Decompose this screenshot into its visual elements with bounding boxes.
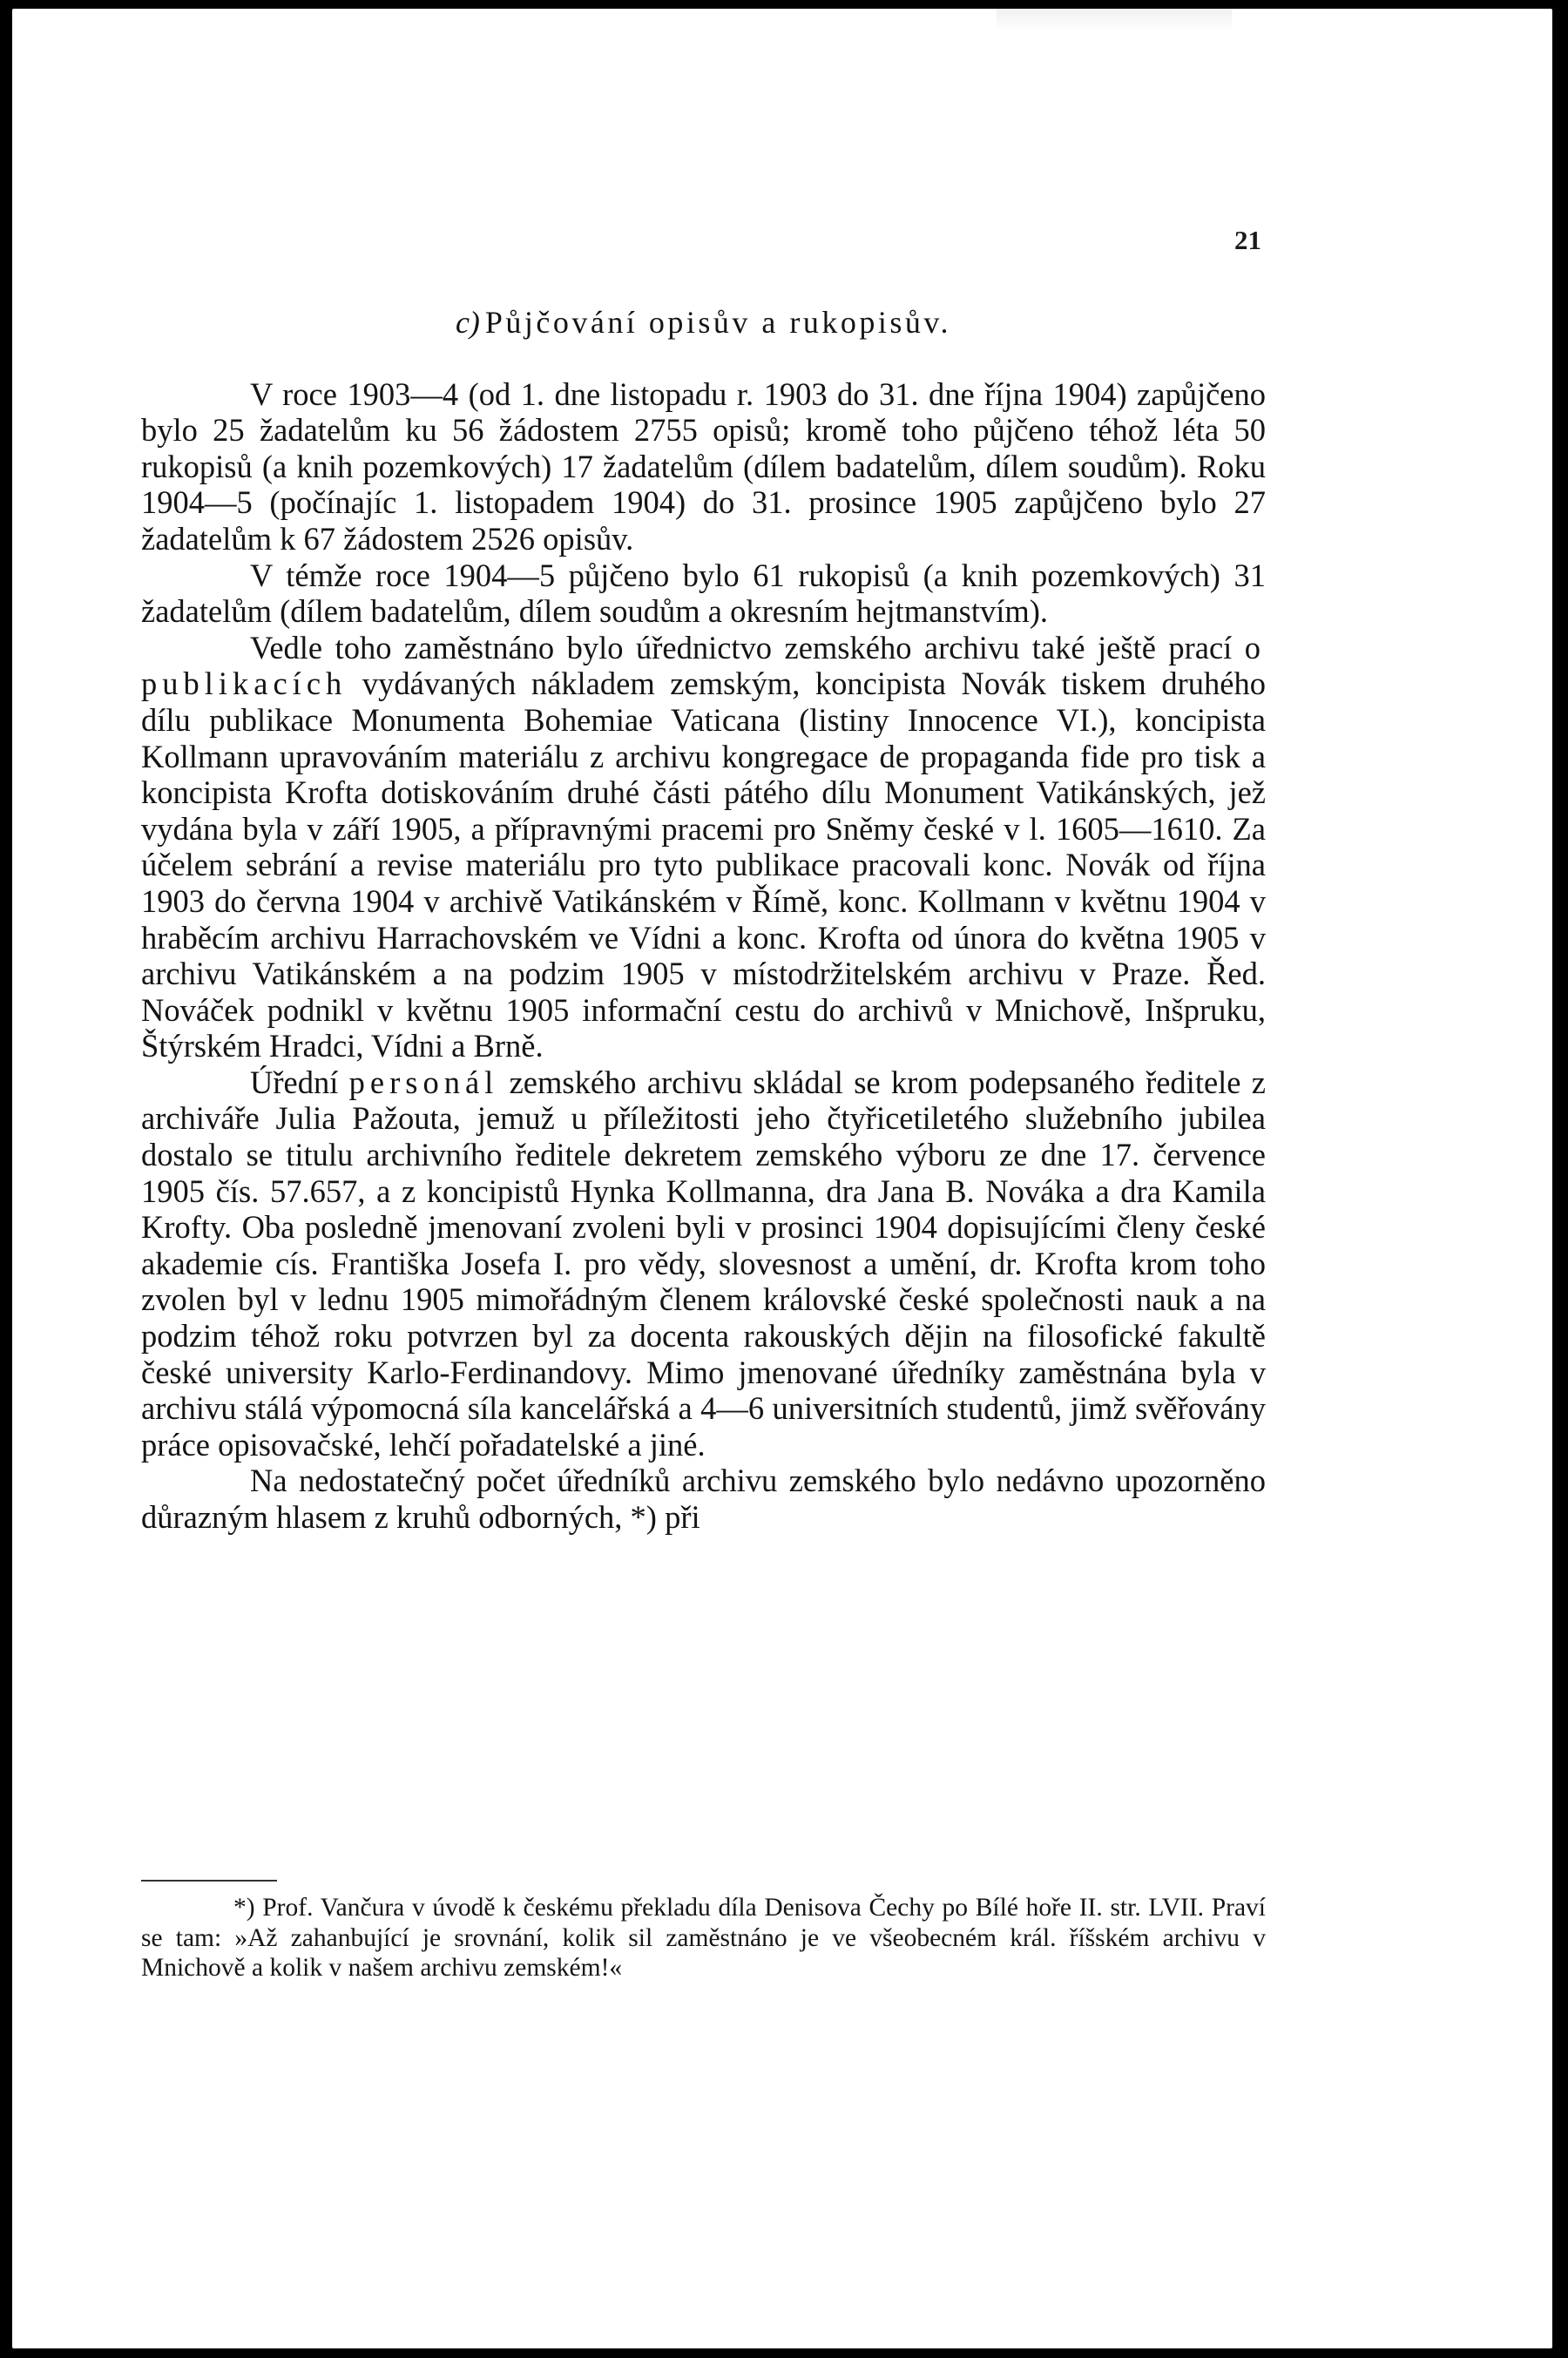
paragraph-personnel [141, 1064, 1266, 1463]
footnote-divider [141, 1880, 277, 1882]
main-text [141, 305, 1266, 1536]
paragraph-publications [141, 630, 1266, 1064]
footnote: *) Prof. Vančura v úvodě k českému překladu díla Denisova Čechy po Bílé hoře II. str. LVII. Praví se tam: »Až zahanbující je srovnání, kolik sil zaměstnáno je ve všeobecném král. říšském archivu v Mnichově a kolik v našem archivu zemském!« [141, 1894, 1266, 1982]
page-number: 21 [1234, 225, 1261, 255]
section-heading [141, 305, 1266, 341]
paragraph-personnel-start: Úřední [250, 1064, 349, 1100]
spaced-term-publications: o publikacích [141, 629, 1266, 702]
section-title: Půjčování opisův a rukopisův. [484, 305, 952, 340]
paragraph-publications-rest: vydávaných nákladem zemským, koncipista Novák tiskem druhého dílu publikace Monumenta Bohemiae Vaticana (listiny Innocence VI.), koncipista Kollmann upravováním materiálu z archivu kongregace de propaganda fide pro tisk a koncipista Krofta dotiskováním druhé části pátého dílu Monument Vatikánských, jež vydána byla v září 1905, a přípravnými pracemi pro Sněmy české v l. 1605—1610. Za účelem sebrání a revise materiálu pro tyto publikace pracovali konc. Novák od října 1903 do června 1904 v archivě Vatikánském v Římě, konc. Kollmann v květnu 1904 v hraběcím archivu Harrachovském ve Vídni a konc. Krofta od února do května 1905 v archivu Vatikánském a na podzim 1905 v místodržitelském archivu v Praze. Řed. Nováček podnikl v květnu 1905 informační cestu do archivů v Mnichově, Inšpruku, Štýrském Hradci, Vídni a Brně. [141, 666, 1266, 1064]
spaced-term-personnel: personál [348, 1064, 499, 1100]
paragraph-personnel-rest: zemského archivu skládal se krom podepsaného ředitele z archiváře Julia Pažouta, jemuž u příležitosti jeho čtyřicetiletého služebního jubilea dostalo se titulu archivního ředitele dekretem zemského výboru ze dne 17. července 1905 čís. 57.657, a z koncipistů Hynka Kollmanna, dra Jana B. Nováka a dra Kamila Krofty. Oba posledně jmenovaní zvoleni byli v prosinci 1904 dopisujícími členy české akademie cís. Františka Josefa I. pro vědy, slovesnost a umění, dr. Krofta krom toho zvolen byl v lednu 1905 mimořádným členem královské české společnosti nauk a na podzim téhož roku potvrzen byl za docenta rakouských dějin na filosofické fakultě české university Karlo-Ferdinandovy. Mimo jmenované úředníky zaměstnána byla v archivu stálá výpomocná síla kancelářská a 4—6 universitních studentů, jimž svěřovány práce opisovačské, lehčí pořadatelské a jiné. [141, 1064, 1266, 1463]
page-edge-mark [997, 9, 1232, 31]
paragraph-staffing: Na nedostatečný počet úředníků archivu zemského bylo nedávno upozorněno důrazným hlasem z kruhů odborných, *) při [141, 1463, 1266, 1535]
section-letter: c) [455, 305, 480, 340]
paragraph-loans-1904: V témže roce 1904—5 půjčeno bylo 61 rukopisů (a knih pozemkových) 31 žadatelům (dílem badatelům, dílem soudům a okresním hejtmanstvím). [141, 557, 1266, 630]
document-page [12, 9, 1552, 2348]
paragraph-loans-1903: V roce 1903—4 (od 1. dne listopadu r. 1903 do 31. dne října 1904) zapůjčeno bylo 25 žadatelům ku 56 žádostem 2755 opisů; kromě toho půjčeno téhož léta 50 rukopisů (a knih pozemkových) 17 žadatelům (dílem badatelům, dílem soudům). Roku 1904—5 (počínajíc 1. listopadem 1904) do 31. prosince 1905 zapůjčeno bylo 27 žadatelům k 67 žádostem 2526 opisův. [141, 375, 1266, 557]
paragraph-publications-start: Vedle toho zaměstnáno bylo úřednictvo zemského archivu také ještě prací [250, 629, 1245, 666]
